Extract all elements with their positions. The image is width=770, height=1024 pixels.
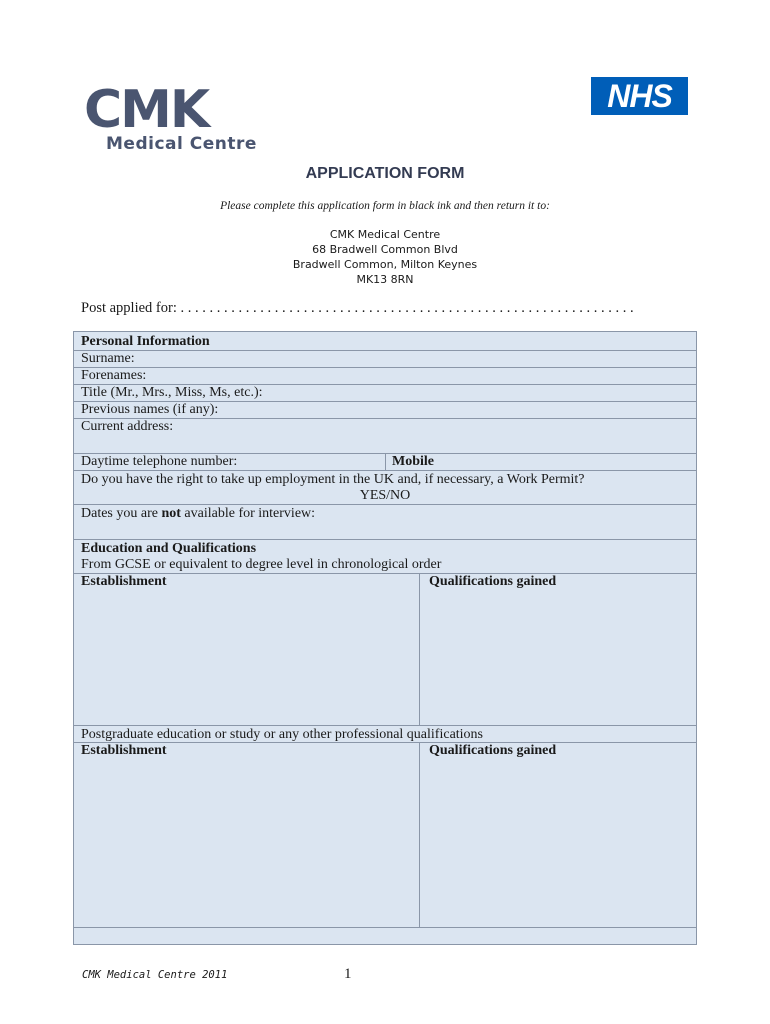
page-title: APPLICATION FORM [305,165,465,182]
daytime-phone-label: Daytime telephone number: [81,454,238,469]
education-heading-row [74,540,696,574]
footer-text: CMK Medical Centre 2011 [82,969,228,981]
qualifications-column-header: Qualifications gained [429,574,557,589]
telephone-row [74,454,696,471]
post-applied-for-field[interactable]: Post applied for: . . . . . . . . . . . . . . . . . . . . . . . . . . . . . . . . . . . . . . . . . . . . . . . . . . . . . . . . . . . . . . . [81,300,634,316]
previous-names-row[interactable] [74,402,696,419]
logo-text: CMK [84,80,209,140]
interview-dates-row[interactable] [74,505,696,540]
work-permit-row[interactable] [74,471,696,505]
dates-suffix: available for interview: [180,506,316,521]
page-number: 1 [344,966,352,982]
return-address [0,227,770,287]
previous-names-label: Previous names (if any): [81,402,219,417]
postgrad-heading: Postgraduate education or study or any other professional qualifications [81,727,484,742]
nhs-logo: NHS [591,77,688,115]
personal-info-heading: Personal Information [81,334,210,349]
title-row[interactable] [74,385,696,402]
postgrad-establishment-header: Establishment [81,743,167,758]
yes-no-option[interactable]: YES/NO [359,488,411,503]
column-divider [419,743,420,928]
address-line: 68 Bradwell Common Blvd [312,243,458,256]
address-line: CMK Medical Centre [329,228,441,241]
current-address-row[interactable] [74,419,696,454]
education-table-row[interactable] [74,574,696,726]
personal-info-heading-row [74,332,696,351]
education-heading: Education and Qualifications [81,541,257,556]
surname-row[interactable] [74,351,696,368]
mobile-label: Mobile [392,454,434,469]
application-form-table [73,331,697,945]
surname-label: Surname: [81,351,135,366]
address-line: MK13 8RN [356,273,414,286]
postgrad-heading-row [74,726,696,743]
current-address-label: Current address: [81,419,174,434]
logo-subtext: Medical Centre [106,134,257,154]
cmk-logo [84,80,264,158]
postgrad-qualifications-header: Qualifications gained [429,743,557,758]
forenames-row[interactable] [74,368,696,385]
work-permit-question: Do you have the right to take up employment in the UK and, if necessary, a Work Permit? [81,472,585,487]
instructions: Please complete this application form in black ink and then return it to: [220,200,550,212]
postgrad-table-row[interactable] [74,743,696,928]
title-label: Title (Mr., Mrs., Miss, Ms, etc.): [81,385,263,400]
forenames-label: Forenames: [81,368,147,383]
dates-prefix: Dates you are [81,506,162,521]
address-line: Bradwell Common, Milton Keynes [292,258,478,271]
interview-dates-label [81,506,315,522]
dates-not: not [161,506,181,521]
establishment-column-header: Establishment [81,574,167,589]
education-subheading: From GCSE or equivalent to degree level in chronological order [81,557,442,572]
column-divider [385,454,386,471]
column-divider [419,574,420,726]
